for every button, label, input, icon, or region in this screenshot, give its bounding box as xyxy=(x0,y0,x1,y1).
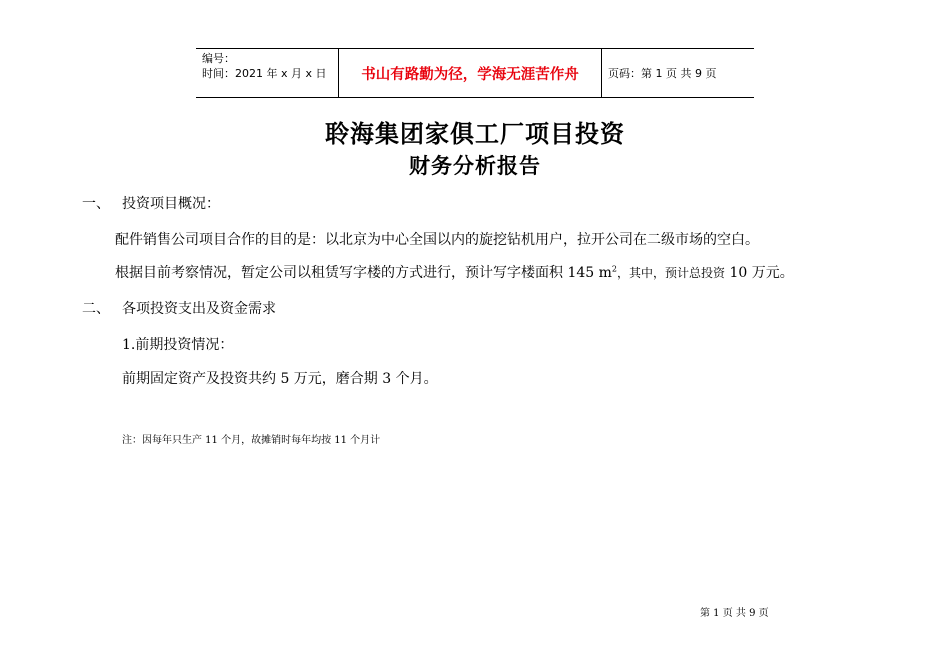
paragraph-2-end: 10 万元。 xyxy=(725,265,794,281)
document-date-label: 时间：2021 年 x 月 x 日 xyxy=(202,67,327,80)
section2-heading: 各项投资支出及资金需求 xyxy=(122,301,276,317)
section2-subheading: 1.前期投资情况： xyxy=(122,337,234,353)
section2-number: 二、 xyxy=(82,301,110,317)
document-subtitle: 财务分析报告 xyxy=(409,153,541,178)
header-meta-cell xyxy=(196,49,338,97)
document-title: 聆海集团家俱工厂项目投资 xyxy=(325,119,625,148)
document-number-label: 编号： xyxy=(202,52,235,65)
area-unit-superscript: 2 xyxy=(611,264,617,274)
paragraph-2-small: ，其中，预计总投资 xyxy=(617,266,726,280)
section2-paragraph: 前期固定资产及投资共约 5 万元，磨合期 3 个月。 xyxy=(122,371,438,387)
header-table xyxy=(196,48,754,98)
paragraph-2-main: 根据目前考察情况，暂定公司以租赁写字楼的方式进行，预计写字楼面积 145 m xyxy=(115,265,612,281)
header-motto: 书山有路勤为径，学海无涯苦作舟 xyxy=(338,49,602,97)
header-page-number: 页码：第 1 页 共 9 页 xyxy=(608,67,717,80)
section1-heading: 投资项目概况： xyxy=(122,196,220,212)
footer-page-number: 第 1 页 共 9 页 xyxy=(700,608,769,619)
section1-paragraph-2 xyxy=(115,262,794,282)
section1-paragraph-1: 配件销售公司项目合作的目的是：以北京为中心全国以内的旋挖钻机用户，拉开公司在二级市场的空白。 xyxy=(115,232,759,248)
section2-note: 注：因每年只生产 11 个月，故摊销时每年均按 11 个月计 xyxy=(122,435,381,446)
section1-number: 一、 xyxy=(82,196,110,212)
